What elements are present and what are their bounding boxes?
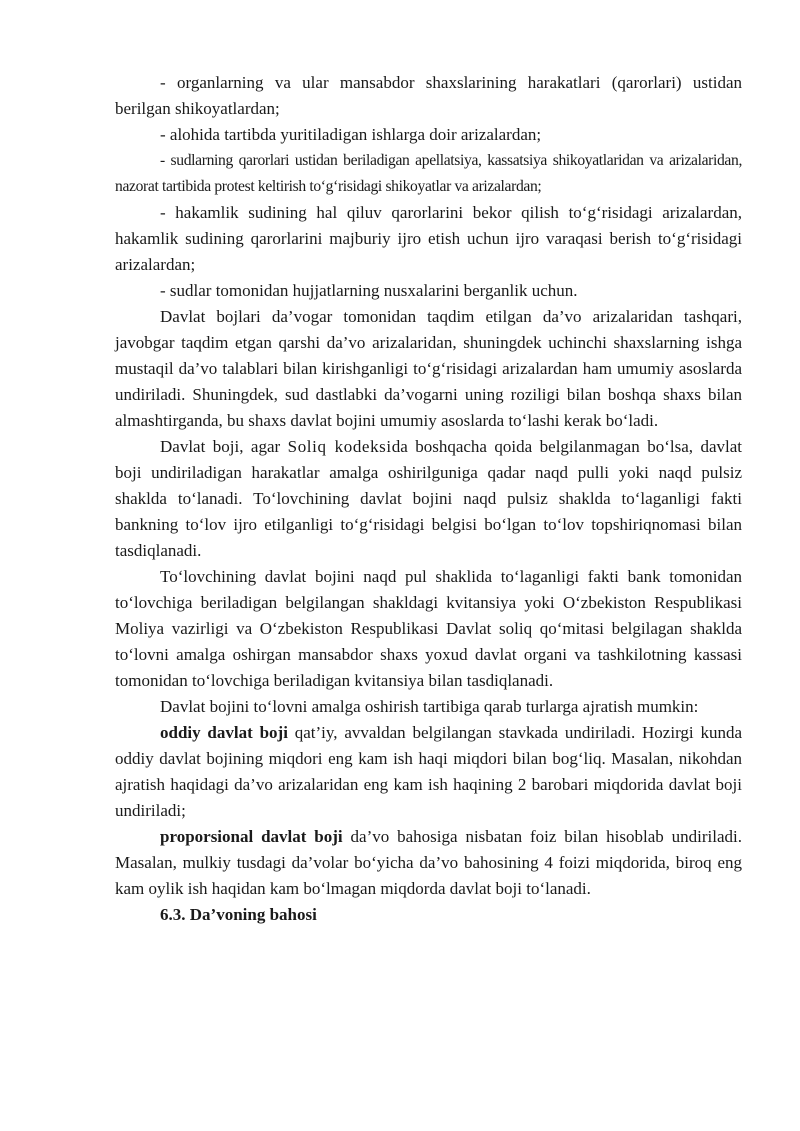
paragraph-text: da’vo bahosiga nisbatan foiz bilan hisoblab undiriladi. Masalan, mulkiy tusdagi da’volar bo‘yicha da’vo bahosining 4 foizi miqdorida, biroq eng kam oylik ish haqidan kam bo‘lmagan miqdorda davlat boji to‘lanadi. bbox=[115, 827, 742, 898]
term-bold: proporsional davlat boji bbox=[160, 827, 343, 846]
list-item: - sudlarning qarorlari ustidan beriladigan apellatsiya, kassatsiya shikoyatlaridan va arizalaridan, nazorat tartibida protest keltirish to‘g‘risidagi shikoyatlar va arizalardan; bbox=[115, 152, 742, 195]
section-heading: 6.3. Da’voning bahosi bbox=[160, 905, 317, 924]
soliq-kodeksi-term: Soliq kodeksi bbox=[287, 437, 392, 456]
paragraph-text: qat’iy, avvaldan belgilangan stavkada undiriladi. Hozirgi kunda oddiy davlat bojining miqdori eng kam ish haqi miqdori bilan bog‘liq. Masalan, nikohdan ajratish haqidagi da’vo arizalaridan eng kam ish haqining 2 barobari miqdorida davlat boji undiriladi; bbox=[115, 723, 742, 820]
list-item: - organlarning va ular mansabdor shaxslarining harakatlari (qarorlari) ustidan berilgan shikoyatlardan; bbox=[115, 73, 742, 118]
paragraph: Davlat bojlari da’vogar tomonidan taqdim etilgan da’vo arizalaridan tashqari, javobgar taqdim etgan qarshi da’vo arizalaridan, shuningdek uchinchi shaxslarning ishga mustaqil da’vo talablari bilan kirishganligi to‘g‘risidagi arizalardan ham umumiy asoslarda undiriladi. Shuningdek, sud dastlabki da’vogarni uning roziligi bilan boshqa shaxs bilan almashtirganda, bu shaxs davlat bojini umumiy asoslarda to‘lashi kerak bo‘ladi. bbox=[115, 307, 742, 430]
paragraph: Davlat bojini to‘lovni amalga oshirish tartibiga qarab turlarga ajratish mumkin: bbox=[160, 697, 699, 716]
paragraph bbox=[115, 720, 742, 824]
paragraph-text: da boshqacha qoida belgilanmagan bo‘lsa, davlat boji undiriladigan harakatlar amalga oshirilguniga qadar naqd pulli yoki naqd pulsiz shaklda to‘lanadi. To‘lovchining davlat bojini naqd pulsiz shaklda to‘laganligi fakti bankning to‘lov ijro etilganligi to‘g‘risidagi belgisi bo‘lgan to‘lov topshiriqnomasi bilan tasdiqlanadi. bbox=[115, 437, 742, 560]
list-item: - alohida tartibda yuritiladigan ishlarga doir arizalardan; bbox=[160, 125, 542, 144]
paragraph-text: Davlat boji, agar bbox=[160, 437, 288, 456]
paragraph bbox=[115, 434, 742, 564]
document-page bbox=[115, 70, 742, 928]
paragraph: To‘lovchining davlat bojini naqd pul shaklida to‘laganligi fakti bank tomonidan to‘lovchiga beriladigan belgilangan shakldagi kvitansiya yoki O‘zbekiston Respublikasi Moliya vazirligi va O‘zbekiston Respublikasi Davlat soliq qo‘mitasi belgilagan shaklda to‘lovni amalga oshirgan mansabdor shaxs yoxud davlat organi va tashkilotning kassasi tomonidan to‘lovchiga beriladigan kvitansiya bilan tasdiqlanadi. bbox=[115, 567, 742, 690]
term-bold: oddiy davlat boji bbox=[160, 723, 288, 742]
list-item: - sudlar tomonidan hujjatlarning nusxalarini berganlik uchun. bbox=[160, 281, 578, 300]
paragraph bbox=[115, 824, 742, 902]
list-item: - hakamlik sudining hal qiluv qarorlarini bekor qilish to‘g‘risidagi arizalardan, hakamlik sudining qarorlarini majburiy ijro etish uchun ijro varaqasi berish to‘g‘risidagi arizalardan; bbox=[115, 203, 742, 274]
